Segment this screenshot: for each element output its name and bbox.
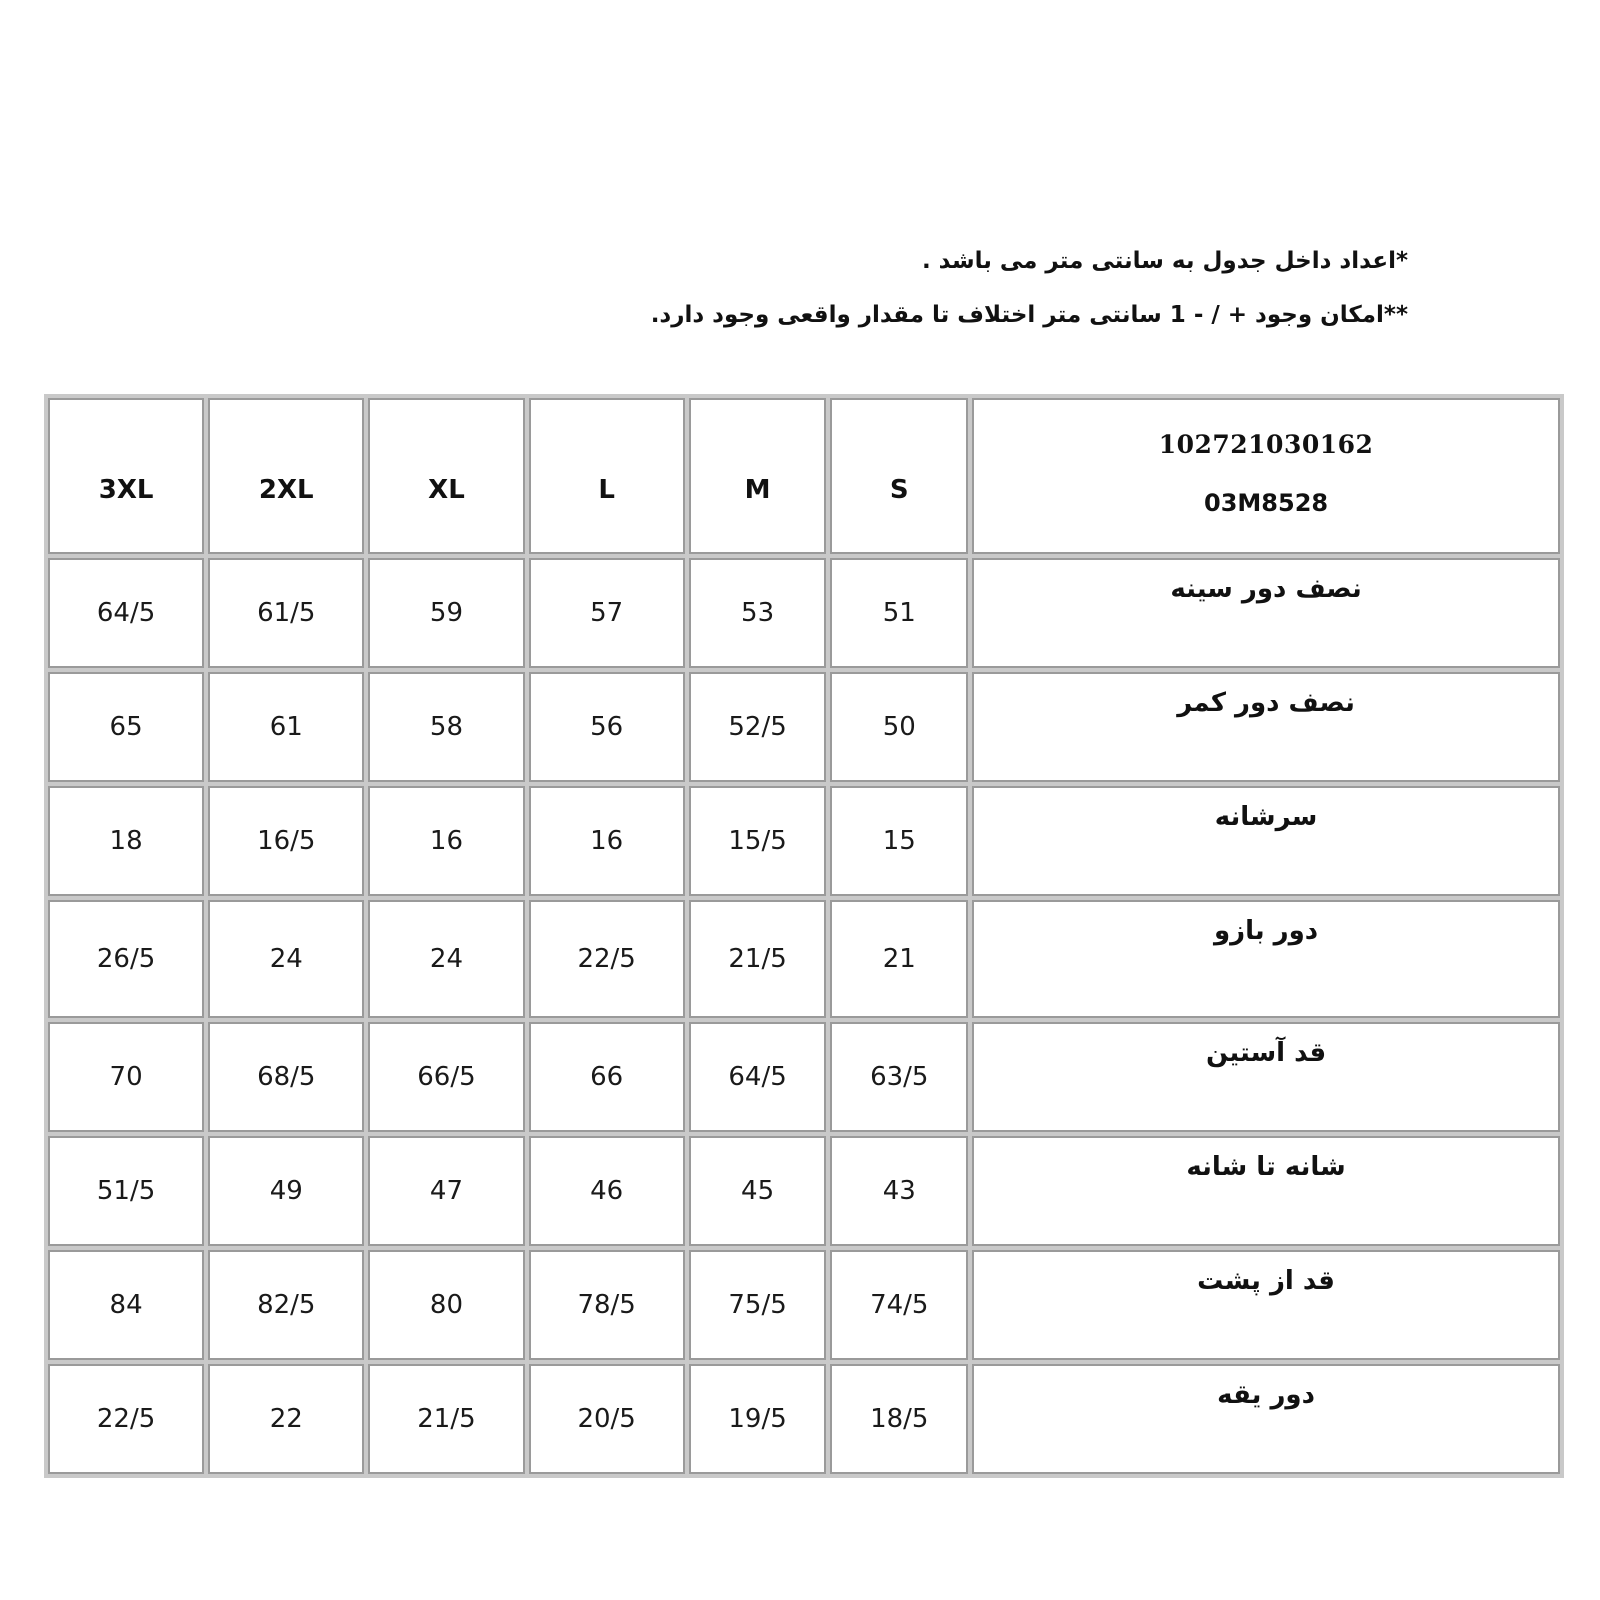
table-cell: 52/5 (689, 672, 827, 782)
table-cell: 18 (48, 786, 204, 896)
table-cell: 15 (830, 786, 968, 896)
size-header-l: L (529, 398, 685, 554)
size-header-2xl: 2XL (208, 398, 364, 554)
table-cell: 65 (48, 672, 204, 782)
table-row (48, 1022, 1560, 1132)
table-cell: 66/5 (368, 1022, 524, 1132)
table-cell: 61 (208, 672, 364, 782)
row-label: شانه تا شانه (972, 1136, 1560, 1246)
size-header-xl: XL (368, 398, 524, 554)
table-cell: 66 (529, 1022, 685, 1132)
table-cell: 82/5 (208, 1250, 364, 1360)
table-cell: 61/5 (208, 558, 364, 668)
table-cell: 18/5 (830, 1364, 968, 1474)
table-cell: 22/5 (48, 1364, 204, 1474)
size-header-s: S (830, 398, 968, 554)
table-cell: 21/5 (689, 900, 827, 1018)
table-cell: 43 (830, 1136, 968, 1246)
table-cell: 47 (368, 1136, 524, 1246)
row-label: نصف دور سینه (972, 558, 1560, 668)
table-row (48, 672, 1560, 782)
table-cell: 16 (368, 786, 524, 896)
table-cell: 21/5 (368, 1364, 524, 1474)
table-row (48, 558, 1560, 668)
table-row (48, 1250, 1560, 1360)
table-cell: 19/5 (689, 1364, 827, 1474)
table-cell: 24 (208, 900, 364, 1018)
table-cell: 46 (529, 1136, 685, 1246)
table-cell: 57 (529, 558, 685, 668)
table-cell: 75/5 (689, 1250, 827, 1360)
table-cell: 50 (830, 672, 968, 782)
header-row (48, 398, 1560, 554)
note-units: *اعداد داخل جدول به سانتی متر می باشد . (921, 248, 1408, 274)
table-cell: 53 (689, 558, 827, 668)
row-label: سرشانه (972, 786, 1560, 896)
table-cell: 24 (368, 900, 524, 1018)
table-cell: 80 (368, 1250, 524, 1360)
table-row (48, 786, 1560, 896)
product-code: 102721030162 (1158, 429, 1374, 459)
table-cell: 21 (830, 900, 968, 1018)
table-cell: 84 (48, 1250, 204, 1360)
table-row (48, 1136, 1560, 1246)
table-row (48, 900, 1560, 1018)
size-header-m: M (689, 398, 827, 554)
table-cell: 70 (48, 1022, 204, 1132)
row-label: دور بازو (972, 900, 1560, 1018)
model-code: 03M8528 (1204, 488, 1329, 517)
row-label: دور یقه (972, 1364, 1560, 1474)
table-cell: 16/5 (208, 786, 364, 896)
table-cell: 26/5 (48, 900, 204, 1018)
table-cell: 64/5 (48, 558, 204, 668)
table-cell: 63/5 (830, 1022, 968, 1132)
table-cell: 15/5 (689, 786, 827, 896)
table-cell: 58 (368, 672, 524, 782)
table-cell: 22 (208, 1364, 364, 1474)
table-cell: 45 (689, 1136, 827, 1246)
row-label: نصف دور کمر (972, 672, 1560, 782)
table-cell: 20/5 (529, 1364, 685, 1474)
table-row (48, 1364, 1560, 1474)
table-cell: 64/5 (689, 1022, 827, 1132)
size-header-3xl: 3XL (48, 398, 204, 554)
size-chart-table (44, 394, 1564, 1478)
table-cell: 56 (529, 672, 685, 782)
table-cell: 74/5 (830, 1250, 968, 1360)
table-cell: 16 (529, 786, 685, 896)
table-cell: 51/5 (48, 1136, 204, 1246)
product-code-cell (972, 398, 1560, 554)
table-cell: 68/5 (208, 1022, 364, 1132)
table-cell: 51 (830, 558, 968, 668)
table-cell: 22/5 (529, 900, 685, 1018)
table-cell: 78/5 (529, 1250, 685, 1360)
note-tolerance: **امکان وجود + / - 1 سانتی متر اختلاف تا مقدار واقعی وجود دارد. (650, 302, 1408, 328)
table-cell: 49 (208, 1136, 364, 1246)
row-label: قد از پشت (972, 1250, 1560, 1360)
row-label: قد آستین (972, 1022, 1560, 1132)
table-cell: 59 (368, 558, 524, 668)
